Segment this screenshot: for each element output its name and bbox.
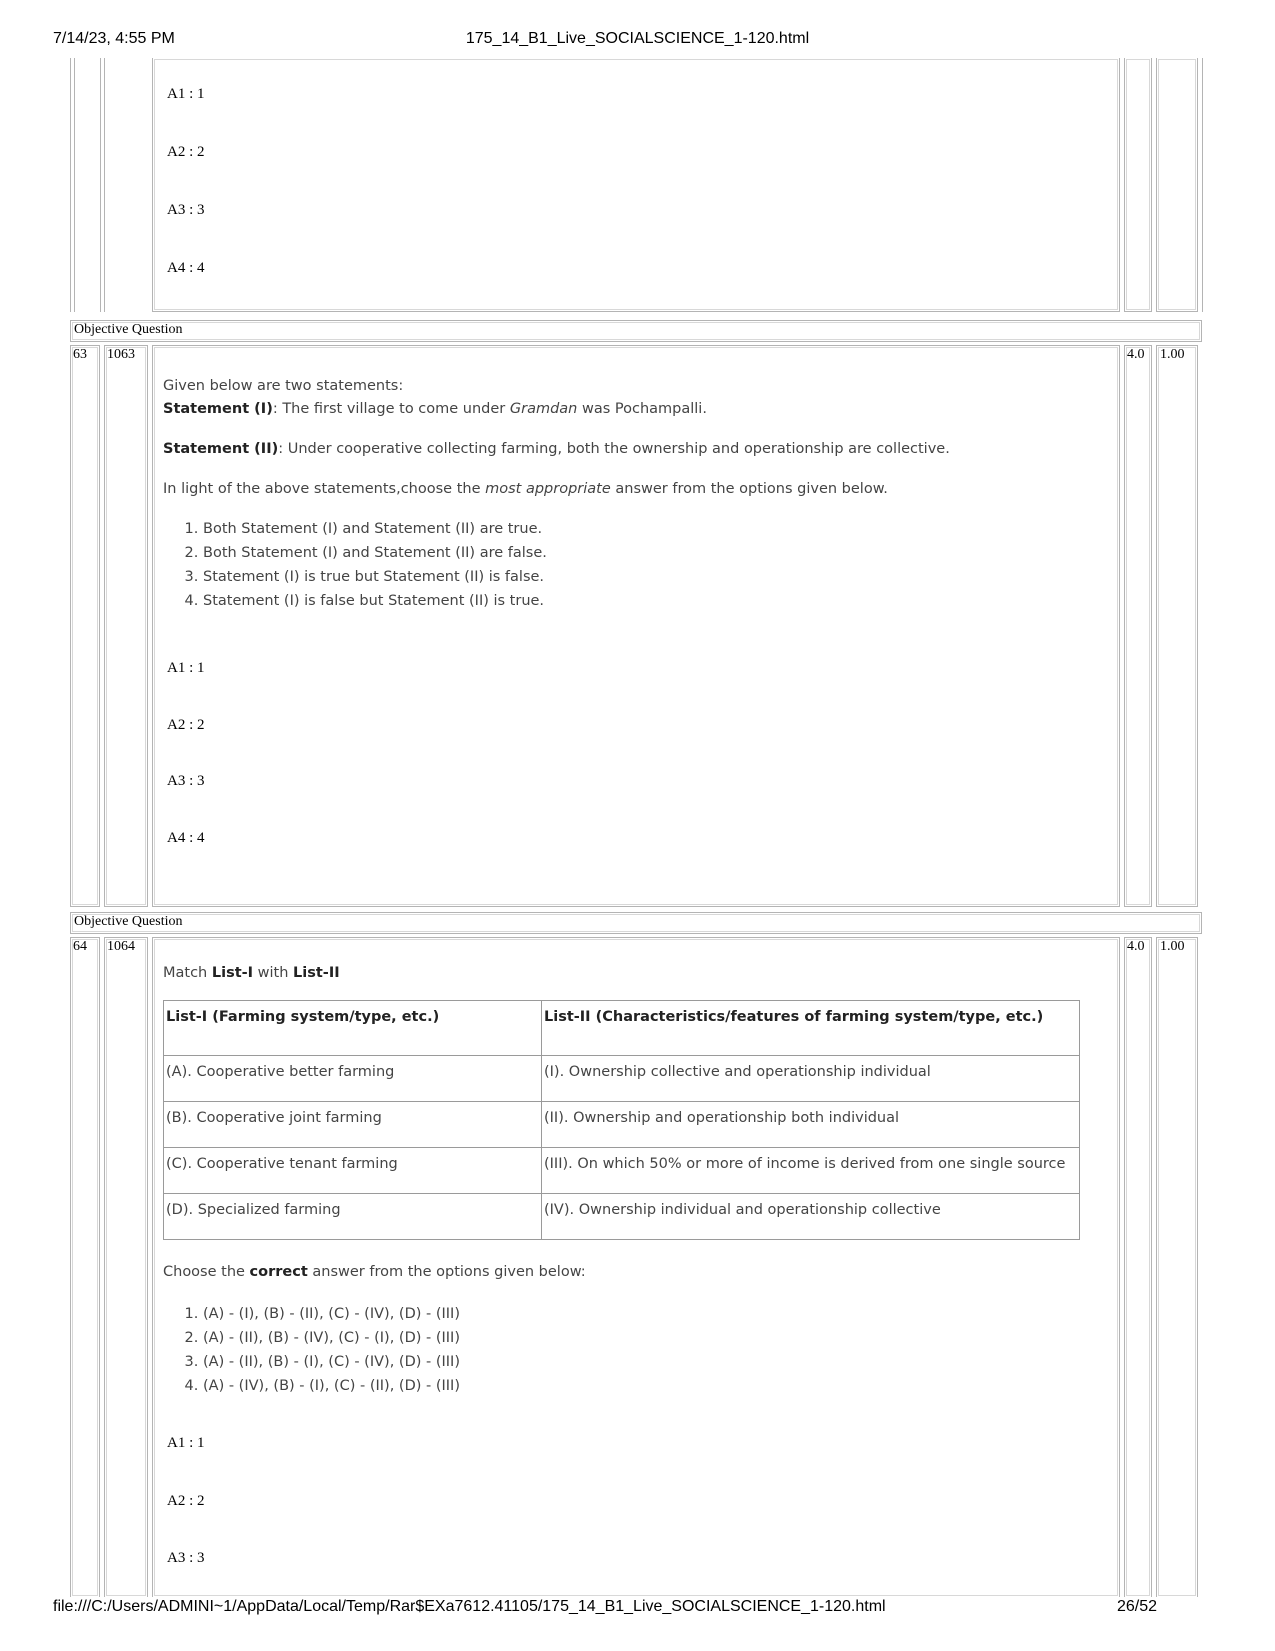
question-body — [163, 375, 1043, 613]
choice-list — [163, 1302, 1043, 1398]
marks-cell — [1124, 58, 1152, 312]
question-instruction — [163, 477, 1043, 501]
qid-cell — [104, 345, 148, 907]
question-instruction — [163, 1260, 1043, 1284]
serial-number: 64 — [73, 939, 87, 954]
answer-option: A1 : 1 — [167, 660, 205, 676]
answer-option: A3 : 3 — [167, 202, 205, 218]
table-cell: (D). Specialized farming — [164, 1194, 542, 1240]
choice-item: 2. Both Statement (I) and Statement (II) are false. — [203, 541, 1043, 565]
choice-item: 4. (A) - (IV), (B) - (I), (C) - (II), (D) - (III) — [203, 1374, 1043, 1398]
table-border — [100, 58, 101, 312]
question-intro: Given below are two statements: — [163, 378, 404, 394]
statement-2-text: : Under cooperative collecting farming, both the ownership and operationship are collective. — [278, 441, 950, 457]
instruction-emphasis: most appropriate — [485, 481, 611, 497]
choice-item: 3. (A) - (II), (B) - (I), (C) - (IV), (D) - (III) — [203, 1350, 1043, 1374]
file-path: file:///C:/Users/ADMINI~1/AppData/Local/Temp/Rar$EXa7612.41105/175_14_B1_Live_SOCIALSCIENCE_1-120.html — [53, 1598, 886, 1615]
marks-cell — [1124, 937, 1152, 1597]
neg-marks-cell — [1156, 345, 1198, 907]
choice-item: 3. Statement (I) is true but Statement (II) is false. — [203, 565, 1043, 589]
question-id: 1063 — [107, 347, 135, 362]
table-header-row — [164, 1001, 1080, 1056]
section-row — [70, 912, 1202, 934]
table-border — [1202, 58, 1203, 312]
table-border — [74, 58, 75, 312]
table-border — [70, 58, 71, 312]
choice-item: 2. (A) - (II), (B) - (IV), (C) - (I), (D) - (III) — [203, 1326, 1043, 1350]
statement-2-label: Statement (II) — [163, 441, 279, 457]
match-table — [163, 1000, 1080, 1240]
page-number: 26/52 — [1116, 1598, 1157, 1615]
table-row — [164, 1148, 1080, 1194]
table-cell: (C). Cooperative tenant farming — [164, 1148, 542, 1194]
section-label: Objective Question — [74, 322, 183, 337]
serial-number: 63 — [73, 347, 87, 362]
instruction-text: In light of the above statements,choose the — [163, 481, 486, 497]
intro-text: Match — [163, 965, 212, 981]
answer-option: A3 : 3 — [167, 1550, 205, 1566]
marks: 4.0 — [1127, 347, 1145, 362]
statement-1 — [163, 397, 1043, 421]
table-cell: (II). Ownership and operationship both individual — [542, 1102, 1080, 1148]
choice-list — [163, 517, 1043, 613]
instruction-text: answer from the options given below: — [307, 1264, 586, 1280]
statement-2 — [163, 437, 1043, 461]
statement-1-label: Statement (I) — [163, 401, 273, 417]
intro-emphasis: List-II — [293, 965, 340, 981]
neg-marks-cell — [1156, 937, 1198, 1597]
statement-1-emphasis: Gramdan — [509, 401, 578, 417]
instruction-text: Choose the — [163, 1264, 250, 1280]
question-id: 1064 — [107, 939, 135, 954]
table-row — [164, 1194, 1080, 1240]
answer-option: A1 : 1 — [167, 86, 205, 102]
page-title: 175_14_B1_Live_SOCIALSCIENCE_1-120.html — [465, 30, 810, 47]
answer-option: A2 : 2 — [167, 1493, 205, 1509]
answer-option: A3 : 3 — [167, 773, 205, 789]
table-cell: (IV). Ownership individual and operationship collective — [542, 1194, 1080, 1240]
table-cell: (B). Cooperative joint farming — [164, 1102, 542, 1148]
section-row — [70, 320, 1202, 342]
table-border — [104, 58, 105, 312]
choice-item: 1. (A) - (I), (B) - (II), (C) - (IV), (D) - (III) — [203, 1302, 1043, 1326]
column-header: List-I (Farming system/type, etc.) — [164, 1001, 542, 1056]
table-cell: (I). Ownership collective and operationship individual — [542, 1056, 1080, 1102]
table-cell: (III). On which 50% or more of income is derived from one single source — [542, 1148, 1080, 1194]
intro-text: with — [253, 965, 294, 981]
serial-cell — [70, 345, 100, 907]
print-date: 7/14/23, 4:55 PM — [53, 30, 175, 47]
section-label: Objective Question — [74, 914, 183, 929]
choice-item: 1. Both Statement (I) and Statement (II) are true. — [203, 517, 1043, 541]
answer-option: A2 : 2 — [167, 144, 205, 160]
statement-1-text: : The first village to come under — [272, 401, 510, 417]
intro-emphasis: List-I — [211, 965, 254, 981]
column-header: List-II (Characteristics/features of farming system/type, etc.) — [542, 1001, 1080, 1056]
instruction-text: answer from the options given below. — [610, 481, 888, 497]
marks: 4.0 — [1127, 939, 1145, 954]
neg-marks-cell — [1156, 58, 1198, 312]
answer-option: A4 : 4 — [167, 830, 205, 846]
serial-cell — [70, 937, 100, 1597]
table-row — [164, 1056, 1080, 1102]
answer-option: A1 : 1 — [167, 1435, 205, 1451]
question-cell — [152, 58, 1120, 312]
choice-item: 4. Statement (I) is false but Statement (II) is true. — [203, 589, 1043, 613]
statement-1-text: was Pochampalli. — [577, 401, 707, 417]
instruction-emphasis: correct — [249, 1264, 308, 1280]
table-cell: (A). Cooperative better farming — [164, 1056, 542, 1102]
qid-cell — [104, 937, 148, 1597]
question-intro — [163, 962, 1043, 984]
answer-option: A2 : 2 — [167, 717, 205, 733]
answer-option: A4 : 4 — [167, 260, 205, 276]
table-row — [164, 1102, 1080, 1148]
choices-wrap — [163, 1302, 1043, 1398]
negative-marks: 1.00 — [1160, 347, 1185, 362]
marks-cell — [1124, 345, 1152, 907]
negative-marks: 1.00 — [1160, 939, 1185, 954]
